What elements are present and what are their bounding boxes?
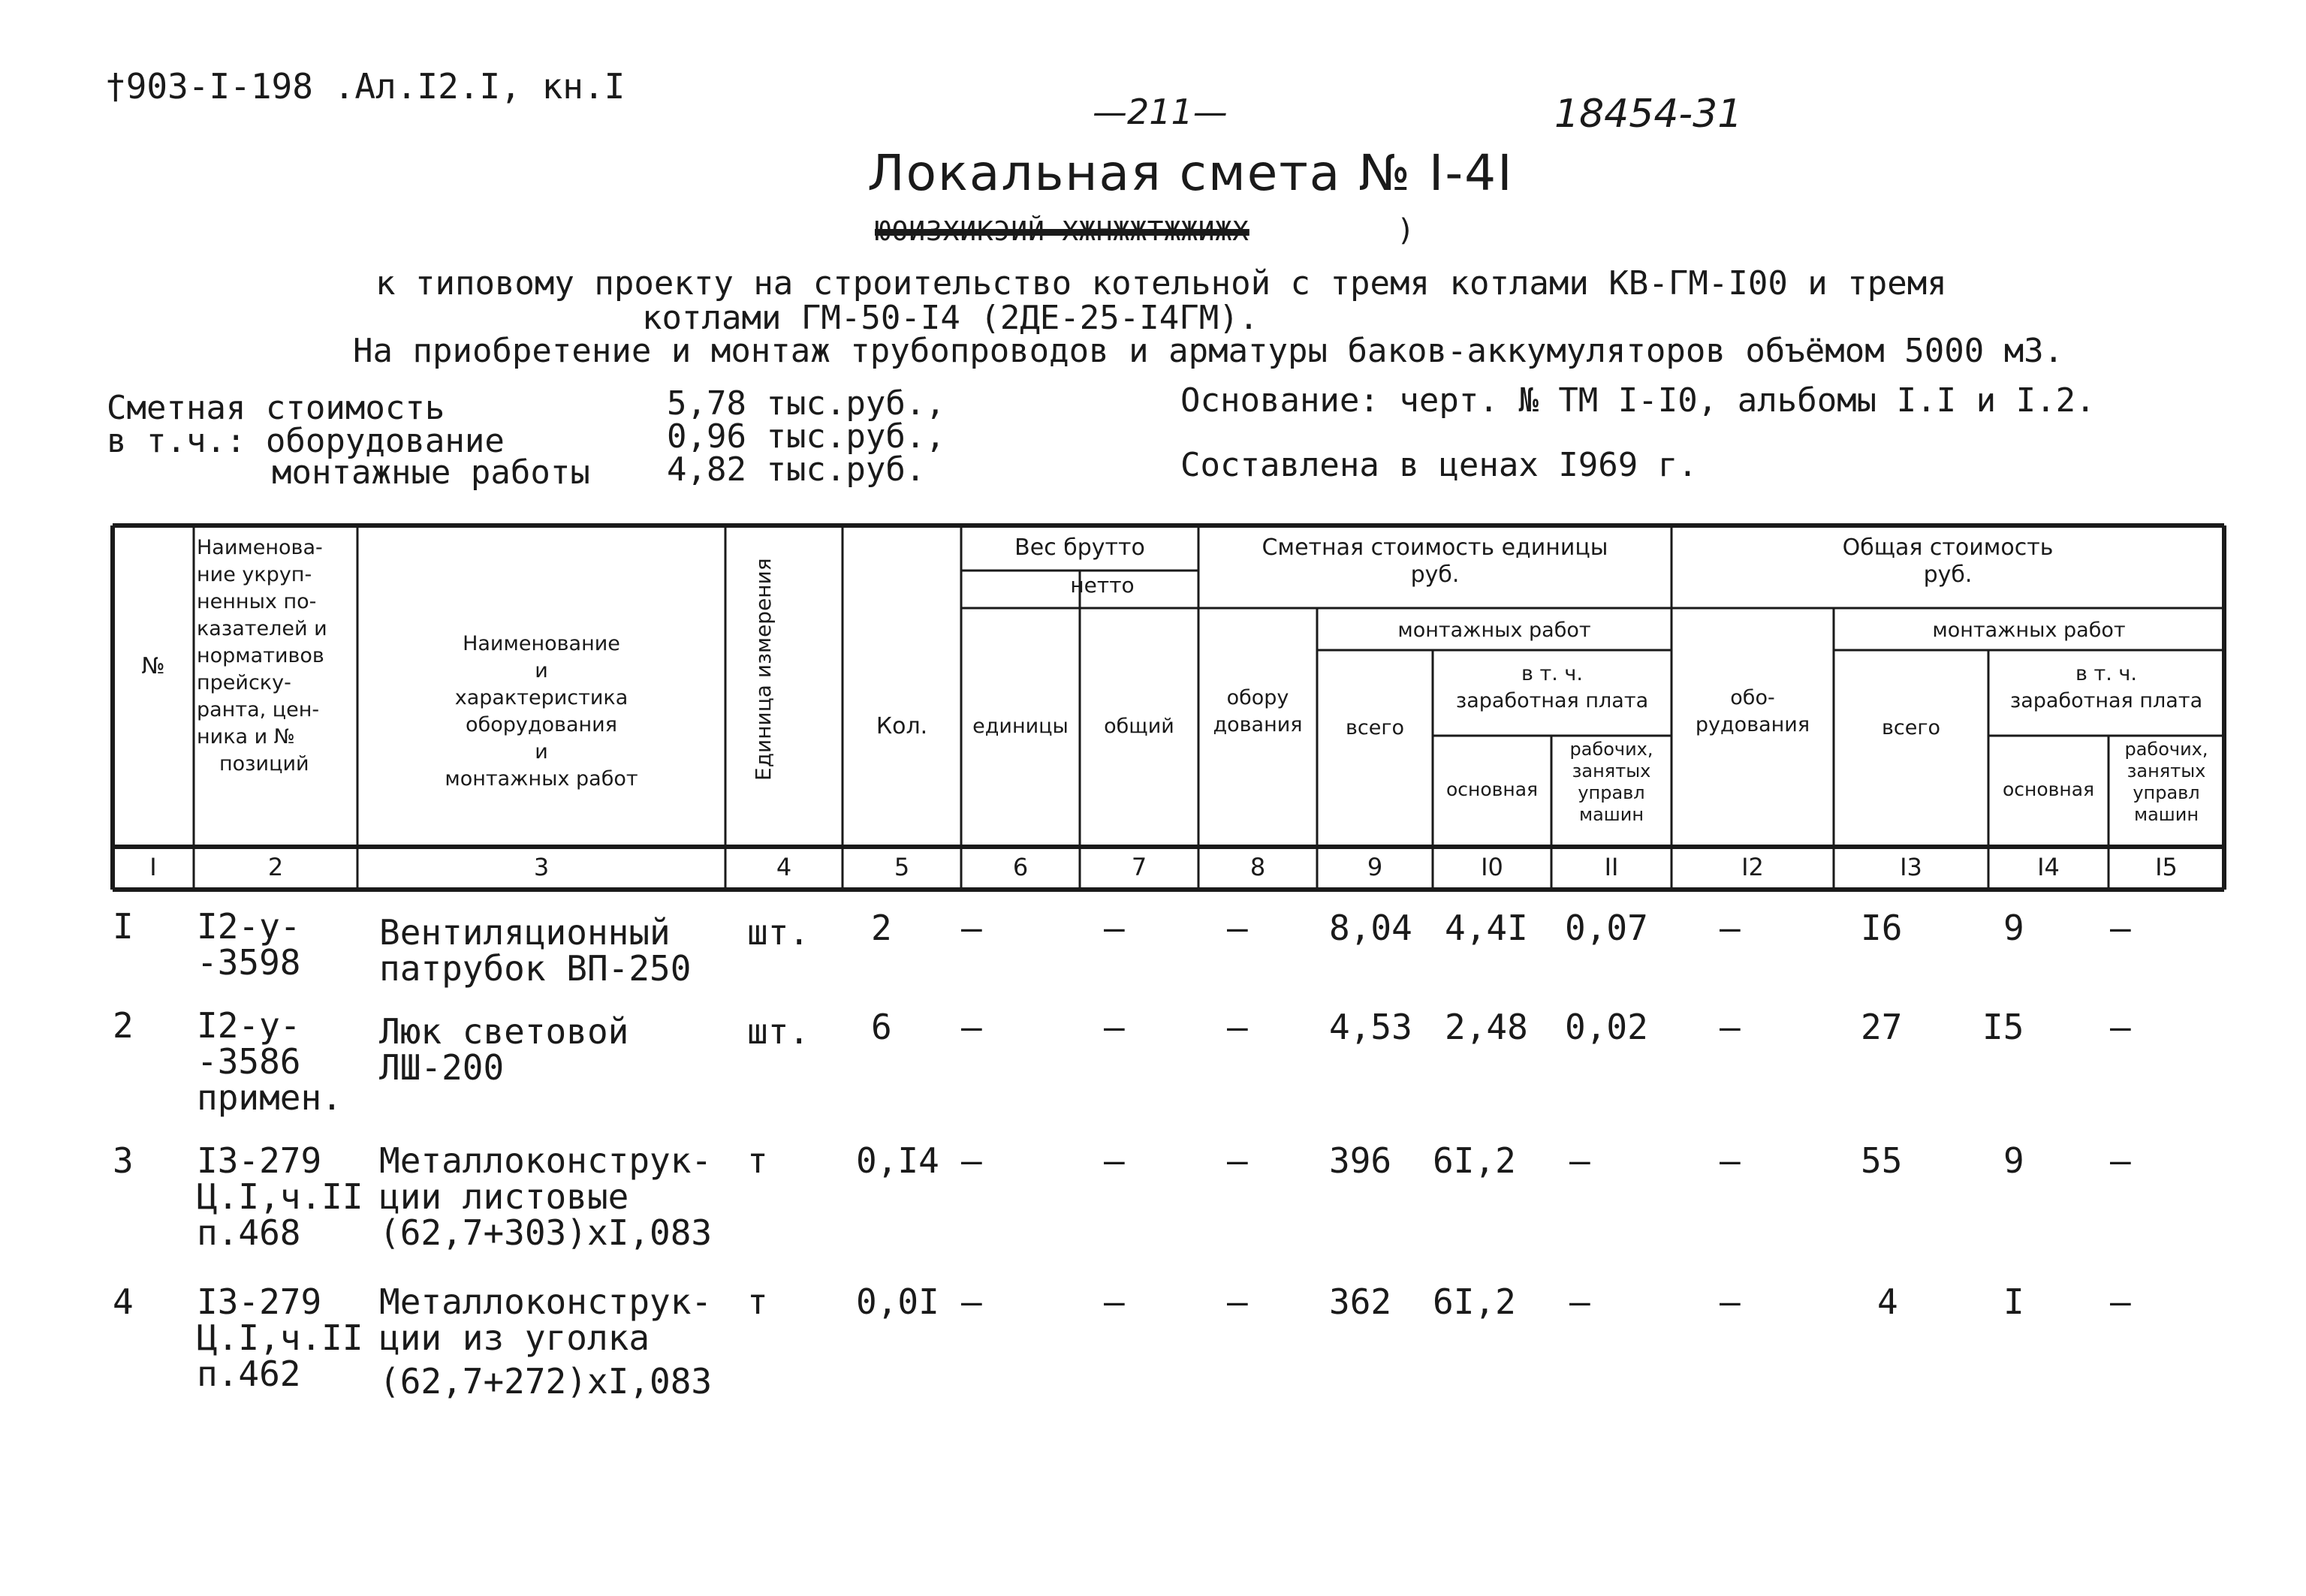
- header-total-wage-basic: основная: [2002, 778, 2095, 800]
- inventory-number: 18454-31: [1554, 92, 1743, 137]
- row-unit-wage-machine: –: [1569, 1281, 1590, 1322]
- row-name-line: патрубок ВП-250: [379, 948, 692, 989]
- row-unit-equipment: –: [1227, 908, 1248, 948]
- struck-paren: ): [1397, 213, 1415, 248]
- column-number: 2: [267, 853, 284, 881]
- row-name: [379, 912, 692, 989]
- column-number: 5: [894, 853, 910, 881]
- header-unit-wage-machine: [1551, 739, 1671, 826]
- row-code: [197, 1140, 363, 1253]
- row-code: [197, 1281, 363, 1394]
- header-code-line: казателей и: [197, 617, 327, 640]
- header-total-cost: [1671, 535, 2224, 589]
- row-total-install-total: 55: [1861, 1140, 1903, 1181]
- header-total-equipment-line: обо-: [1730, 686, 1775, 709]
- header-name-line: характеристика: [454, 686, 628, 709]
- column-number: 3: [533, 853, 550, 881]
- basis-text: Основание: черт. № ТМ I-I0, альбомы I.I и I.2.: [1180, 381, 2096, 420]
- header-total-equipment: [1671, 685, 1834, 739]
- row-total-wage-basic: 9: [2003, 908, 2024, 948]
- header-code-line: ника и №: [197, 725, 295, 748]
- column-number: I0: [1481, 853, 1503, 881]
- row-weight-total: –: [1104, 1140, 1125, 1181]
- row-code-line: примен.: [197, 1077, 342, 1118]
- row-code-line: I2-у-: [197, 1005, 301, 1046]
- header-code-line: Наименова-: [197, 536, 323, 559]
- header-unit-wage-machine-line: машин: [1578, 804, 1644, 825]
- row-code-line: I3-279: [197, 1140, 322, 1181]
- header-code-line: ние укруп-: [197, 563, 312, 586]
- row-unit: шт.: [747, 1011, 810, 1052]
- row-total-equipment: –: [1720, 1140, 1741, 1181]
- row-total-wage-machine: –: [2110, 1281, 2131, 1322]
- prices-year-text: Составлена в ценах I969 г.: [1180, 446, 1698, 484]
- header-unit-wage-line: заработная плата: [1455, 689, 1649, 712]
- header-name: [357, 631, 725, 793]
- column-number: I2: [1741, 853, 1764, 881]
- row-total-install-total: 4: [1877, 1281, 1898, 1322]
- equipment-value: 0,96 тыс.руб.,: [667, 417, 945, 456]
- row-unit: шт.: [747, 912, 810, 953]
- row-name-line: ции из уголка: [379, 1317, 650, 1358]
- header-name-line: и: [535, 740, 548, 763]
- row-total-wage-basic: I: [2003, 1281, 2024, 1322]
- row-unit-wage-machine: –: [1569, 1140, 1590, 1181]
- header-code: [197, 535, 356, 778]
- column-number: 9: [1367, 853, 1383, 881]
- row-total-wage-machine: –: [2110, 1007, 2131, 1047]
- row-total-install-total: I6: [1861, 908, 1903, 948]
- row-weight-total: –: [1104, 1007, 1125, 1047]
- header-total-wage-machine-line: рабочих,: [2124, 739, 2208, 760]
- row-name-line: ции листовые: [379, 1176, 629, 1217]
- row-total-wage-machine: –: [2110, 908, 2131, 948]
- header-unit-installation: монтажных работ: [1397, 619, 1591, 642]
- row-total-equipment: –: [1720, 1281, 1741, 1322]
- header-weight-total: общий: [1104, 715, 1174, 738]
- header-total-wage-machine-line: машин: [2133, 804, 2199, 825]
- header-total-wage-machine-line: занятых: [2127, 760, 2206, 781]
- row-code-line: Ц.I,ч.II: [197, 1317, 363, 1358]
- header-weight-unit: единицы: [972, 715, 1069, 738]
- page-number: —211—: [1093, 92, 1228, 132]
- row-unit-wage-basic: 2,48: [1445, 1007, 1528, 1047]
- row-name: [379, 1140, 713, 1253]
- header-name-line: и: [535, 659, 548, 682]
- subtitle-line-1: к типовому проекту на строительство котельной с тремя котлами КВ-ГМ-I00 и тремя: [375, 264, 1947, 303]
- row-no: 4: [113, 1281, 134, 1322]
- column-number: I3: [1900, 853, 1922, 881]
- column-number: I: [149, 853, 157, 881]
- row-code-line: Ц.I,ч.II: [197, 1176, 363, 1217]
- subtitle-line-2: котлами ГМ-50-I4 (2ДЕ-25-I4ГМ).: [642, 299, 1259, 337]
- column-number: 7: [1131, 853, 1147, 881]
- header-total-equipment-line: рудования: [1695, 713, 1810, 736]
- row-name-line: Люк световой: [379, 1011, 629, 1052]
- column-number: I4: [2037, 853, 2060, 881]
- document-reference: †903-I-198 .Ал.I2.I, кн.I: [105, 66, 625, 107]
- page-title: Локальная смета № I-4I: [867, 144, 1514, 202]
- row-total-wage-basic: I5: [1982, 1007, 2024, 1047]
- header-unit-wage-line: в т. ч.: [1521, 662, 1583, 685]
- row-no: I: [113, 906, 134, 947]
- row-code: [197, 906, 301, 983]
- estimated-cost-label: Сметная стоимость: [107, 389, 445, 427]
- column-number: 4: [776, 853, 792, 881]
- header-total-wage-machine-line: управл: [2133, 782, 2200, 803]
- row-code-line: -3598: [197, 942, 301, 983]
- row-qty: 2: [871, 908, 892, 948]
- row-qty: 0,I4: [856, 1140, 939, 1181]
- row-name-line: (62,7+272)хI,083: [379, 1361, 713, 1402]
- row-weight-unit: –: [961, 1140, 982, 1181]
- header-code-line: ранта, цен-: [197, 698, 320, 721]
- row-unit-wage-machine: 0,07: [1565, 908, 1648, 948]
- row-unit-equipment: –: [1227, 1007, 1248, 1047]
- row-code: [197, 1007, 342, 1116]
- row-total-wage-machine: –: [2110, 1140, 2131, 1181]
- row-weight-total: –: [1104, 908, 1125, 948]
- row-name: [379, 1013, 628, 1086]
- row-name-line: Вентиляционный: [379, 912, 671, 953]
- header-unit-wage-machine-line: занятых: [1572, 760, 1651, 781]
- header-weight-gross: Вес брутто: [1014, 535, 1145, 561]
- header-total-wage: [1988, 661, 2224, 715]
- header-unit-equipment: [1198, 685, 1317, 739]
- header-total-wage-line: заработная плата: [2009, 689, 2203, 712]
- header-total-wage-machine: [2109, 739, 2224, 826]
- row-unit-install-total: 396: [1329, 1140, 1392, 1181]
- header-code-line: ненных по-: [197, 590, 317, 613]
- header-qty: Кол.: [876, 713, 928, 739]
- row-name-line: (62,7+303)хI,083: [379, 1212, 713, 1253]
- header-no: №: [141, 653, 165, 679]
- header-unit-wage-machine-line: рабочих,: [1569, 739, 1653, 760]
- row-total-install-total: 27: [1861, 1007, 1903, 1047]
- header-total-cost-line: руб.: [1923, 562, 1973, 588]
- header-total-installation: монтажных работ: [1932, 619, 2126, 642]
- row-weight-unit: –: [961, 1281, 982, 1322]
- header-code-line: позиций: [219, 752, 309, 775]
- header-total-wage-line: в т. ч.: [2075, 662, 2137, 685]
- header-code-line: нормативов: [197, 644, 324, 667]
- column-number: 8: [1249, 853, 1266, 881]
- header-unit-install-total: всего: [1345, 716, 1405, 739]
- header-unit-cost-line: руб.: [1410, 562, 1460, 588]
- equipment-label: в т.ч.: оборудование: [107, 422, 505, 460]
- row-unit: т: [747, 1140, 768, 1181]
- header-unit-cost: [1198, 535, 1671, 589]
- row-code-line: -3586: [197, 1041, 301, 1082]
- row-code-line: I3-279: [197, 1281, 322, 1322]
- header-unit-wage: [1433, 661, 1671, 715]
- header-unit-equipment-line: обору: [1226, 686, 1289, 709]
- row-unit-install-total: 4,53: [1329, 1007, 1412, 1047]
- row-qty: 0,0I: [856, 1281, 939, 1322]
- row-unit-wage-basic: 4,4I: [1445, 908, 1528, 948]
- row-no: 3: [113, 1140, 134, 1181]
- header-total-install-total: всего: [1881, 716, 1941, 739]
- row-unit-wage-machine: 0,02: [1565, 1007, 1648, 1047]
- header-code-line: прейску-: [197, 671, 291, 694]
- row-unit-wage-basic: 6I,2: [1433, 1140, 1516, 1181]
- row-no: 2: [113, 1005, 134, 1046]
- header-unit-equipment-line: дования: [1213, 713, 1303, 736]
- row-unit-equipment: –: [1227, 1281, 1248, 1322]
- row-weight-unit: –: [961, 908, 982, 948]
- row-code-line: п.468: [197, 1212, 301, 1253]
- row-total-wage-basic: 9: [2003, 1140, 2024, 1181]
- header-unit-cost-line: Сметная стоимость единицы: [1262, 535, 1608, 561]
- row-unit: т: [747, 1281, 768, 1322]
- row-name-line: Металлоконструк-: [379, 1140, 713, 1181]
- header-unit: Единица измерения: [751, 558, 776, 781]
- row-weight-total: –: [1104, 1281, 1125, 1322]
- row-qty: 6: [871, 1007, 892, 1047]
- row-unit-install-total: 8,04: [1329, 908, 1412, 948]
- header-unit-wage-basic: основная: [1445, 778, 1539, 800]
- struck-out-text: ЮОИЗХИКЭИЙ ХЖНЖЖТЖЖИЖХ: [875, 216, 1249, 247]
- header-weight-net: нетто: [1070, 573, 1135, 598]
- row-total-equipment: –: [1720, 1007, 1741, 1047]
- row-total-equipment: –: [1720, 908, 1741, 948]
- row-unit-equipment: –: [1227, 1140, 1248, 1181]
- estimated-cost-value: 5,78 тыс.руб.,: [667, 384, 945, 423]
- installation-label: монтажные работы: [272, 453, 590, 492]
- row-code-line: I2-у-: [197, 906, 301, 947]
- header-name-line: монтажных работ: [445, 767, 638, 790]
- row-unit-install-total: 362: [1329, 1281, 1392, 1322]
- header-name-line: Наименование: [463, 632, 620, 655]
- column-number: II: [1604, 853, 1619, 881]
- row-name-line: ЛШ-200: [379, 1047, 505, 1088]
- row-code-line: п.462: [197, 1354, 301, 1394]
- row-weight-unit: –: [961, 1007, 982, 1047]
- row-name: [379, 1281, 713, 1402]
- header-unit-wage-machine-line: управл: [1578, 782, 1645, 803]
- row-name-line: Металлоконструк-: [379, 1281, 713, 1322]
- installation-value: 4,82 тыс.руб.: [667, 450, 926, 489]
- row-unit-wage-basic: 6I,2: [1433, 1281, 1516, 1322]
- subtitle-line-3: На приобретение и монтаж трубопроводов и арматуры баков-аккумуляторов объёмом 5000 м3.: [353, 332, 2064, 370]
- header-total-cost-line: Общая стоимость: [1842, 535, 2054, 561]
- column-number: I5: [2155, 853, 2178, 881]
- header-name-line: оборудования: [466, 713, 617, 736]
- column-number: 6: [1012, 853, 1029, 881]
